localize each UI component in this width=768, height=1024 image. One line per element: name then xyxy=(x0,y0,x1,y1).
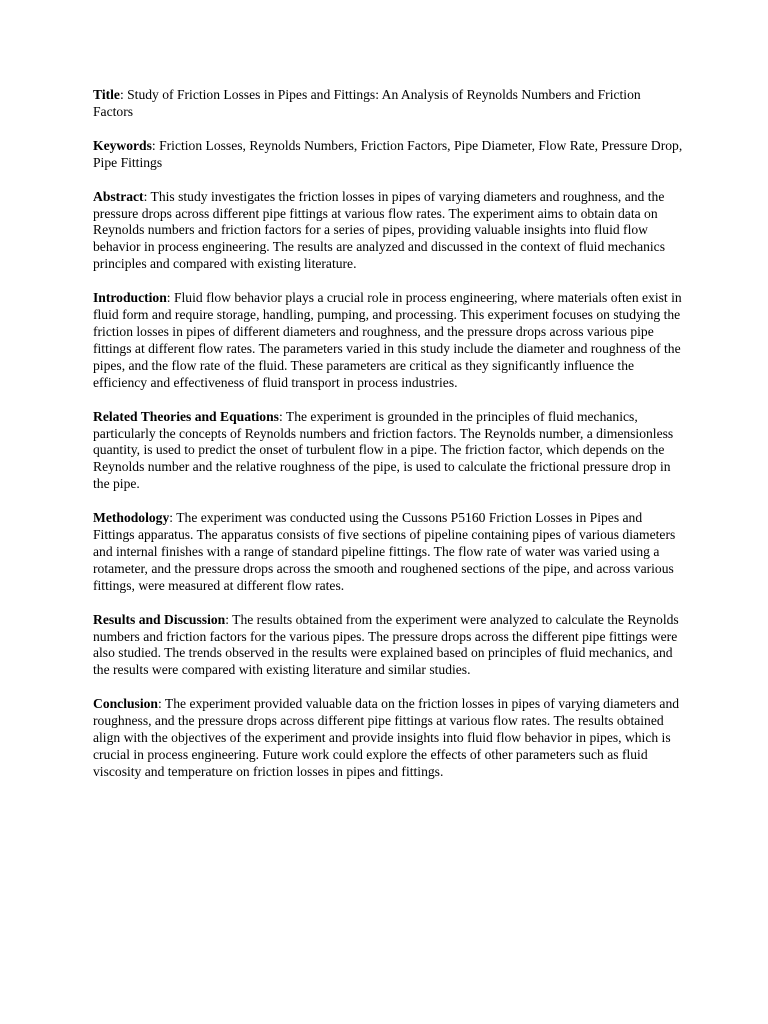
section-label-methodology: Methodology xyxy=(93,510,170,526)
section-label-results-discussion: Results and Discussion xyxy=(93,611,226,627)
section-label-introduction: Introduction xyxy=(93,290,167,306)
section-text-title: Study of Friction Losses in Pipes and Fittings: An Analysis of Reynolds Numbers and Friction Factors xyxy=(93,87,641,119)
section-separator: : xyxy=(143,188,151,204)
section-text-related-theories: The experiment is grounded in the principles of fluid mechanics, particularly the concepts of Reynolds numbers and friction factors. The Reynolds number, a dimensionless quantity, is used to predict the onset of turbulent flow in a pipe. The friction factor, which depends on the Reynolds number and the relative roughness of the pipe, is used to calculate the frictional pressure drop in the pipe. xyxy=(93,408,674,492)
results-discussion-section xyxy=(93,612,683,680)
abstract-section xyxy=(93,189,683,274)
section-separator: : xyxy=(278,408,286,424)
section-label-abstract: Abstract xyxy=(93,188,144,204)
section-separator: : xyxy=(119,87,128,102)
section-label-title: Title xyxy=(93,87,120,102)
section-separator: : xyxy=(166,290,174,306)
conclusion-section xyxy=(93,696,683,781)
introduction-section xyxy=(93,290,683,391)
section-text-abstract: This study investigates the friction losses in pipes of varying diameters and roughness, and the pressure drops across different pipe fittings at various flow rates. The experiment aims to obtain data on Reynolds numbers and friction factors for a series of pipes, providing valuable insights into fluid flow behavior in process engineering. The results are analyzed and discussed in the context of fluid mechanics principles and compared with existing literature. xyxy=(93,188,666,272)
title-section xyxy=(93,87,683,121)
section-text-introduction: Fluid flow behavior plays a crucial role in process engineering, where materials often exist in fluid form and require storage, handling, pumping, and processing. This experiment focuses on studying the friction losses in pipes of different diameters and roughness, and the pressure drops across various pipe fittings at different flow rates. The parameters varied in this study include the diameter and roughness of the pipes, and the flow rate of the fluid. These parameters are critical as they significantly influence the efficiency and effectiveness of fluid transport in process industries. xyxy=(93,290,682,390)
section-text-methodology: The experiment was conducted using the Cussons P5160 Friction Losses in Pipes and Fittings apparatus. The apparatus consists of five sections of pipeline containing pipes of various diameters and internal finishes with a range of standard pipeline fittings. The flow rate of water was varied using a rotameter, and the pressure drops across the smooth and roughened sections of the pipe, and across various fittings, were measured at different flow rates. xyxy=(93,510,676,593)
methodology-section xyxy=(93,510,683,595)
keywords-section xyxy=(93,138,683,172)
section-label-related-theories: Related Theories and Equations xyxy=(93,408,279,424)
section-separator: : xyxy=(169,510,177,526)
document-page xyxy=(93,87,683,798)
section-label-conclusion: Conclusion xyxy=(93,696,158,712)
section-separator: : xyxy=(151,137,160,153)
section-separator: : xyxy=(157,696,165,712)
section-text-conclusion: The experiment provided valuable data on the friction losses in pipes of varying diameters and roughness, and the pressure drops across different pipe fittings at various flow rates. The results obtained align with the objectives of the experiment and provide insights into fluid flow behavior in pipes, which is crucial in process engineering. Future work could explore the effects of other parameters such as fluid viscosity and temperature on friction losses in pipes and fittings. xyxy=(93,696,680,779)
section-label-keywords: Keywords xyxy=(93,137,152,153)
section-text-keywords: Friction Losses, Reynolds Numbers, Friction Factors, Pipe Diameter, Flow Rate, Pressure Drop, Pipe Fittings xyxy=(93,137,683,170)
related-theories-section xyxy=(93,409,683,494)
section-text-results-discussion: The results obtained from the experiment were analyzed to calculate the Reynolds numbers and friction factors for the various pipes. The pressure drops across the different pipe fittings were also studied. The trends observed in the results were explained based on principles of fluid mechanics, and the results were compared with existing literature and similar studies. xyxy=(93,611,679,678)
section-separator: : xyxy=(225,611,233,627)
